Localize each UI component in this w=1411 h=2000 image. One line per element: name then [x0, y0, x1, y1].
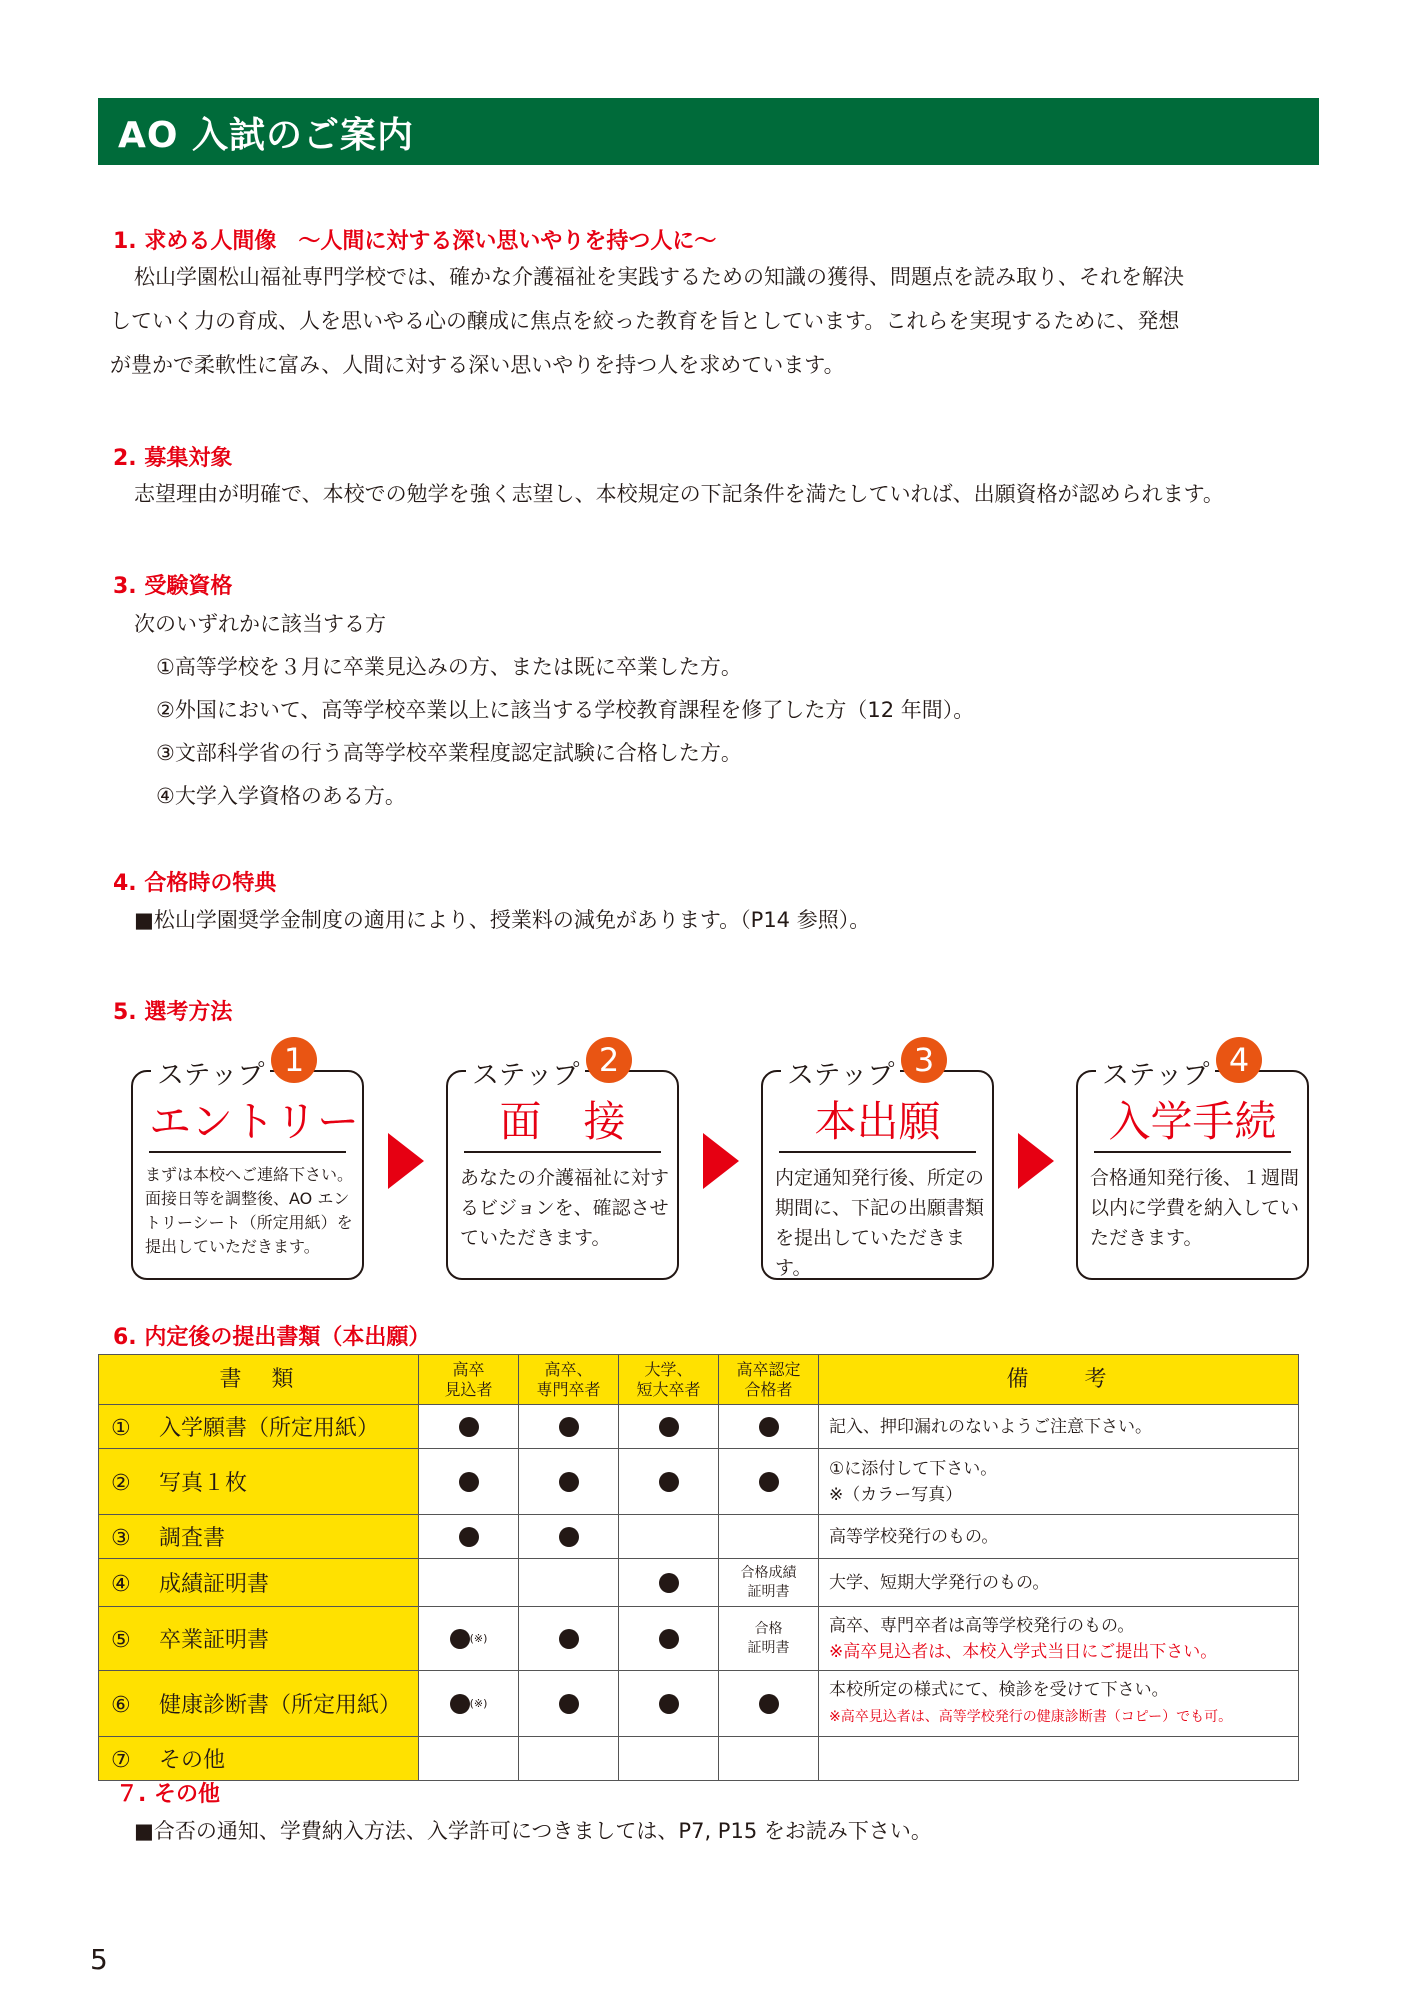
header-equivalency: 高卒認定 合格者 [719, 1355, 819, 1405]
required-dot-icon [450, 1694, 470, 1714]
step-description: まずは本校へご連絡下さい。面接日等を調整後、AO エントリーシート（所定用紙）を提出していただきます。 [145, 1165, 354, 1256]
required-dot-icon [559, 1417, 579, 1437]
step-2-card [446, 1041, 679, 1280]
required-dot-icon [659, 1694, 679, 1714]
step-title: 入学手続 [1094, 1089, 1291, 1153]
table-row: ⑤ 卒業証明書 (※) 合格 証明書 高卒、専門卒者は高等学校発行のもの。 ※高卒見込者は、本校入学式当日にご提出下さい。 [99, 1607, 1299, 1671]
s3-item-4: ④大学入学資格のある方。 [156, 784, 406, 808]
s7-text: ■合否の通知、学費納入方法、入学許可につきましては、P7, P15 をお読み下さい。 [134, 1819, 932, 1843]
step-label: ステップ [1096, 1053, 1215, 1092]
s3-item-1: ①高等学校を３月に卒業見込みの方、または既に卒業した方。 [156, 655, 742, 679]
section-7-heading: ７. その他 [116, 1782, 221, 1807]
step-number-badge: 2 [586, 1037, 632, 1083]
required-dot-icon [759, 1694, 779, 1714]
s3-item-2: ②外国において、高等学校卒業以上に該当する学校教育課程を修了した方（12 年間）。 [156, 698, 975, 722]
table-header-row [99, 1355, 1299, 1405]
step-label: ステップ [466, 1053, 585, 1092]
step-title: 本出願 [779, 1089, 976, 1153]
title-banner [98, 98, 1319, 165]
step-label: ステップ [151, 1053, 270, 1092]
section-6-heading: 6. 内定後の提出書類（本出願） [113, 1325, 431, 1350]
required-dot-icon [559, 1527, 579, 1547]
step-number-badge: 1 [271, 1037, 317, 1083]
required-dot-icon [659, 1573, 679, 1593]
table-row: ③ 調査書 高等学校発行のもの。 [99, 1515, 1299, 1559]
step-4-card [1076, 1041, 1309, 1280]
section-2-heading: 2. 募集対象 [113, 446, 233, 471]
table-row: ⑦ その他 [99, 1737, 1299, 1781]
required-dot-icon [659, 1629, 679, 1649]
header-university: 大学、 短大卒者 [619, 1355, 719, 1405]
step-description: 内定通知発行後、所定の期間に、下記の出願書類を提出していただきます。 [775, 1167, 985, 1279]
step-title: エントリー [149, 1089, 346, 1153]
step-description: あなたの介護福祉に対するビジョンを、確認させていただきます。 [460, 1167, 670, 1249]
section-1-heading: 1. 求める人間像 ～人間に対する深い思いやりを持つ人に～ [113, 229, 717, 254]
required-dot-icon [659, 1417, 679, 1437]
required-dot-icon [459, 1527, 479, 1547]
page-title: AO 入試のご案内 [118, 115, 414, 156]
documents-table [98, 1354, 1299, 1781]
page-number: 5 [90, 1943, 108, 1976]
table-row: ④ 成績証明書 合格成績 証明書 大学、短期大学発行のもの。 [99, 1559, 1299, 1607]
required-dot-icon [450, 1629, 470, 1649]
s1-line-1: 松山学園松山福祉専門学校では、確かな介護福祉を実践するための知識の獲得、問題点を読み取り、それを解決 [134, 265, 1184, 289]
step-3-card [761, 1041, 994, 1280]
required-dot-icon [659, 1472, 679, 1492]
header-hs-expected: 高卒 見込者 [419, 1355, 519, 1405]
s3-intro: 次のいずれかに該当する方 [134, 612, 386, 636]
step-title: 面 接 [464, 1089, 661, 1153]
step-number-badge: 3 [901, 1037, 947, 1083]
required-dot-icon [459, 1417, 479, 1437]
arrow-right-icon [703, 1133, 739, 1189]
step-1-card [131, 1041, 364, 1280]
table-row: ① 入学願書（所定用紙） 記入、押印漏れのないようご注意下さい。 [99, 1405, 1299, 1449]
section-5-heading: 5. 選考方法 [113, 1000, 233, 1025]
s2-text: 志望理由が明確で、本校での勉学を強く志望し、本校規定の下記条件を満たしていれば、出願資格が認められます。 [134, 482, 1224, 506]
step-number-badge: 4 [1216, 1037, 1262, 1083]
required-dot-icon [759, 1417, 779, 1437]
header-remarks: 備 考 [819, 1355, 1299, 1405]
header-hs-vocational: 高卒、 専門卒者 [519, 1355, 619, 1405]
section-4-heading: 4. 合格時の特典 [113, 871, 277, 896]
table-row: ② 写真１枚 ①に添付して下さい。 ※（カラー写真） [99, 1449, 1299, 1515]
required-dot-icon [559, 1472, 579, 1492]
required-dot-icon [559, 1629, 579, 1649]
table-row: ⑥ 健康診断書（所定用紙） (※) 本校所定の様式にて、検診を受けて下さい。 ※高卒見込者は、高等学校発行の健康診断書（コピー）でも可。 [99, 1671, 1299, 1737]
step-description: 合格通知発行後、１週間以内に学費を納入していただきます。 [1090, 1167, 1300, 1249]
step-label: ステップ [781, 1053, 900, 1092]
arrow-right-icon [1018, 1133, 1054, 1189]
s1-line-3: が豊かで柔軟性に富み、人間に対する深い思いやりを持つ人を求めています。 [110, 353, 845, 377]
required-dot-icon [559, 1694, 579, 1714]
s3-item-3: ③文部科学省の行う高等学校卒業程度認定試験に合格した方。 [156, 741, 742, 765]
header-documents: 書 類 [99, 1355, 419, 1405]
s1-line-2: していく力の育成、人を思いやる心の醸成に焦点を絞った教育を旨としています。これらを実現するために、発想 [110, 309, 1180, 333]
required-dot-icon [459, 1472, 479, 1492]
required-dot-icon [759, 1472, 779, 1492]
section-3-heading: 3. 受験資格 [113, 574, 233, 599]
s4-text: ■松山学園奨学金制度の適用により、授業料の減免があります。（P14 参照）。 [134, 908, 871, 932]
arrow-right-icon [388, 1133, 424, 1189]
